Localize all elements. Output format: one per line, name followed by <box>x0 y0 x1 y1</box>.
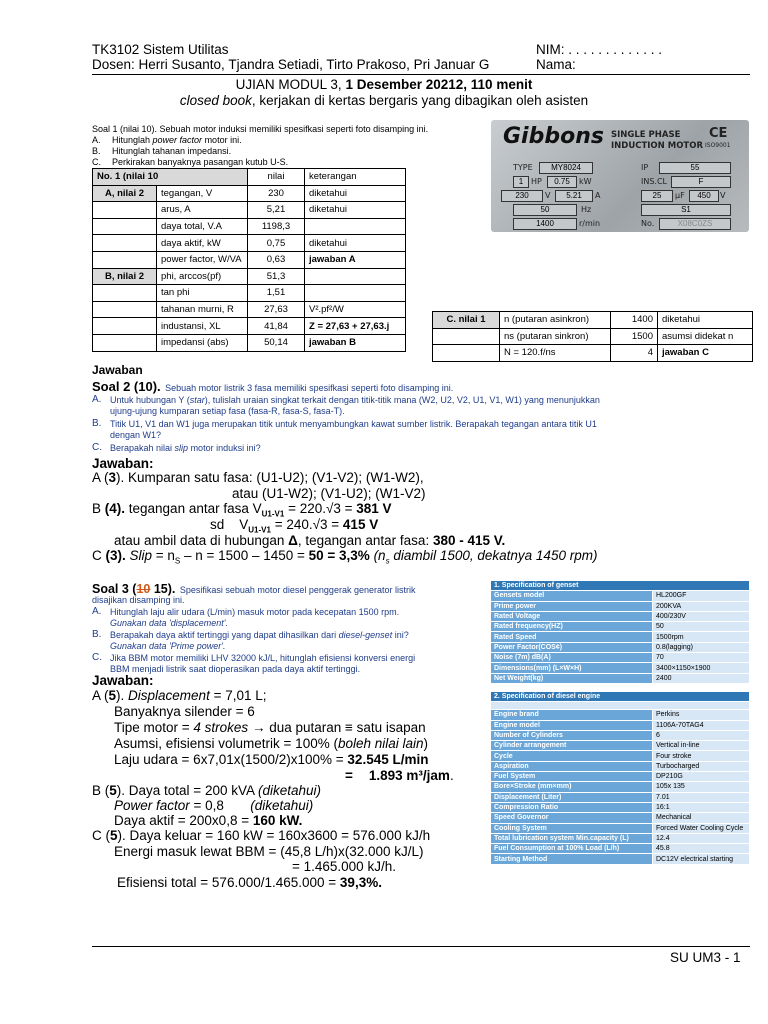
plate-label: r/min <box>579 219 601 228</box>
soal2-item-c: C. Berapakah nilai slip motor induksi ini? <box>92 442 261 453</box>
spec-label: Rated Voltage <box>491 611 653 621</box>
ce-mark: CE <box>709 126 728 141</box>
soal3-answer-c2: Energi masuk lewat BBM = (45,8 L/h)x(32.000 kJ/L) <box>114 844 424 859</box>
motor-nameplate-photo <box>491 120 749 232</box>
spec-value: HL200GF <box>653 591 750 601</box>
exam-instructions: closed book, kerjakan di kertas bergaris yang dibagikan oleh asisten <box>179 93 589 108</box>
spec-value: Vertical in-line <box>653 741 750 751</box>
brand-logo: Gibbons <box>503 124 604 149</box>
table-cell: 50,14 <box>248 334 305 351</box>
genset-spec-table <box>490 580 750 865</box>
spec-label: Rated Speed <box>491 632 653 642</box>
page-number: SU UM3 - 1 <box>670 950 741 965</box>
footer-rule <box>92 946 750 947</box>
plate-value: 55 <box>659 162 731 174</box>
table-cell <box>305 218 406 235</box>
spec-label: Total lubrication system Min.capacity (L) <box>491 833 653 843</box>
table-row <box>433 312 753 329</box>
table-cell: industansi, XL <box>157 318 248 335</box>
table-row <box>491 673 750 683</box>
soal1-table-c <box>432 311 753 362</box>
table-cell: 5,21 <box>248 202 305 219</box>
spec-label: Speed Governor <box>491 813 653 823</box>
spec-value: 1106A-70TAG4 <box>653 720 750 730</box>
spec-value: 400/230V <box>653 611 750 621</box>
table-row <box>93 301 406 318</box>
table-header: keterangan <box>305 169 406 186</box>
soal2-answer-b-delta: atau ambil data di hubungan Δ, tegangan antar fasa: 380 - 415 V. <box>114 533 506 548</box>
table-cell: tan phi <box>157 285 248 302</box>
table-row <box>491 720 750 730</box>
plate-line2: INDUCTION MOTOR <box>611 141 703 151</box>
spec-value: 45.8 <box>653 844 750 854</box>
table-cell: 0,75 <box>248 235 305 252</box>
table-row <box>491 854 750 864</box>
spec-label: Gensets model <box>491 591 653 601</box>
plate-label: IP <box>641 163 649 172</box>
spec-label: Rated frequency(HZ) <box>491 622 653 632</box>
nama-label: Nama: <box>536 57 576 72</box>
soal2-jawaban: Jawaban: <box>92 456 154 471</box>
spec-value: 1500rpm <box>653 632 750 642</box>
plate-value: 5.21 <box>555 190 593 202</box>
table-row <box>491 751 750 761</box>
table-row <box>93 318 406 335</box>
table-cell: tegangan, V <box>157 185 248 202</box>
soal2-heading: Soal 2 (10). Sebuah motor listrik 3 fasa memiliki spesifkasi seperti foto disamping ini. <box>92 379 454 394</box>
plate-label: kW <box>579 177 592 186</box>
table-row <box>491 782 750 792</box>
table-cell: daya total, V.A <box>157 218 248 235</box>
plate-label: V <box>545 191 551 200</box>
table-row <box>433 345 753 362</box>
plate-value: S1 <box>641 204 731 216</box>
table-cell <box>305 268 406 285</box>
soal2-item-b: B. Titik U1, V1 dan W1 juga merupakan titik untuk menyambungkan kawat sumber listrik. Berapakah tegangan antara titik U1 <box>92 418 597 429</box>
table-row <box>93 334 406 351</box>
table-cell: 1400 <box>611 312 658 329</box>
spec-value: Mechanical <box>653 813 750 823</box>
spec-label: Cycle <box>491 751 653 761</box>
course-title: TK3102 Sistem Utilitas <box>92 42 229 57</box>
soal3-item-b: B. Berapakah daya aktif tertinggi yang dapat dihasilkan dari diesel-genset ini? <box>92 629 409 640</box>
table-row <box>433 328 753 345</box>
plate-line1: SINGLE PHASE <box>611 130 681 140</box>
table-cell: n (putaran asinkron) <box>500 312 611 329</box>
iso-mark: ISO9001 <box>705 142 731 149</box>
soal3-answer-c3: = 1.465.000 kJ/h. <box>292 859 396 874</box>
table-cell: 51,3 <box>248 268 305 285</box>
table-row <box>491 642 750 652</box>
table-row <box>491 710 750 720</box>
lecturers: Dosen: Herri Susanto, Tjandra Setiadi, Tirto Prakoso, Pri Januar G <box>92 57 490 72</box>
table-header: nilai <box>248 169 305 186</box>
table-row <box>491 761 750 771</box>
table-row <box>491 581 750 591</box>
table-cell: 4 <box>611 345 658 362</box>
spec-value: 2400 <box>653 673 750 683</box>
plate-label: HP <box>531 177 542 186</box>
table-cell <box>305 285 406 302</box>
table-cell: power factor, W/VA <box>157 251 248 268</box>
spec-value: 0.8(lagging) <box>653 642 750 652</box>
table-row <box>491 622 750 632</box>
table-row <box>491 730 750 740</box>
spec-value: 200KVA <box>653 601 750 611</box>
soal3-answer-c4: Efisiensi total = 576.000/1.465.000 = 39,3%. <box>117 875 382 890</box>
group-label: B, nilai 2 <box>93 268 157 285</box>
table-row <box>93 251 406 268</box>
plate-label: A <box>595 191 601 200</box>
table-cell: 27,63 <box>248 301 305 318</box>
soal1-item-a: A. Hitunglah power factor motor ini. <box>92 135 242 145</box>
table-cell: arus, A <box>157 202 248 219</box>
table-row <box>93 285 406 302</box>
table-cell: daya aktif, kW <box>157 235 248 252</box>
plate-value: 1 <box>513 176 529 188</box>
spec-value: 70 <box>653 653 750 663</box>
spec-value: 16:1 <box>653 802 750 812</box>
spec-value: DP210G <box>653 772 750 782</box>
table-row <box>491 792 750 802</box>
table-row <box>491 702 750 710</box>
spec-value: 12.4 <box>653 833 750 843</box>
table-row <box>491 663 750 673</box>
table-row <box>491 601 750 611</box>
soal3-heading: Soal 3 (10 15). Spesifikasi sebuah motor diesel penggerak generator listrik <box>92 582 416 596</box>
nim-label: NIM: . . . . . . . . . . . . . <box>536 42 663 57</box>
table-row <box>93 235 406 252</box>
soal3-answer-b3: Daya aktif = 200x0,8 = 160 kW. <box>114 813 303 828</box>
soal2-answer-c: C (3). Slip = $n_S - n = 1500 - 1450 = 50 = 3,3\%$ ($n_s$ diambil 1500, dekatnya 1450 rpm) <box>92 548 598 566</box>
table-cell: 1500 <box>611 328 658 345</box>
table-cell: tahanan murni, R <box>157 301 248 318</box>
plate-label: μF <box>675 191 685 200</box>
plate-value: 230 <box>501 190 543 202</box>
exam-title: UJIAN MODUL 3, 1 Desember 20212, 110 menit <box>235 77 533 92</box>
soal3-jawaban: Jawaban: <box>92 673 154 688</box>
table-cell: 1,51 <box>248 285 305 302</box>
spec-label: Cooling System <box>491 823 653 833</box>
plate-value: 25 <box>641 190 673 202</box>
table-row <box>491 802 750 812</box>
spec-label: Prime power <box>491 601 653 611</box>
table-row <box>491 823 750 833</box>
table-row <box>491 813 750 823</box>
spec-label: Noise (7m) dB(A) <box>491 653 653 663</box>
soal3-item-c-cont: BBM menjadi listrik saat dioperasikan pada daya aktif tertinggi. <box>110 664 361 674</box>
plate-value: 1400 <box>513 218 577 230</box>
soal2-item-a-cont: ujung-ujung kumparan setiap fasa (fasa-R, fasa-S, fasa-T). <box>110 406 345 416</box>
soal3-answer-a2: Banyaknya silender = 6 <box>114 704 255 719</box>
table-header: No. 1 (nilai 10 <box>93 169 248 186</box>
plate-value: F <box>671 176 731 188</box>
soal3-item-a-hint: Gunakan data 'displacement'. <box>110 618 229 628</box>
section-header: 2. Specification of diesel engine <box>491 691 750 701</box>
spec-label: Displacement (Liter) <box>491 792 653 802</box>
plate-value: MY8024 <box>539 162 593 174</box>
spec-value: 50 <box>653 622 750 632</box>
soal3-answer-a3: Tipe motor = 4 strokes → dua putaran ≡ satu isapan <box>114 720 426 735</box>
plate-value: 450 <box>689 190 719 202</box>
plate-label: V <box>720 191 726 200</box>
plate-label: TYPE <box>513 163 533 172</box>
table-row <box>491 683 750 691</box>
soal2-item-a: A. Untuk hubungan Y (star), tulislah uraian singkat terkait dengan titik-titik mana (W2, U2, V2, U1, V1, W1) yang menunjukkan <box>92 394 600 405</box>
spec-label: Cylinder arrangement <box>491 741 653 751</box>
table-row <box>491 741 750 751</box>
spec-label: Engine model <box>491 720 653 730</box>
plate-value: X08C0ZS <box>659 218 731 230</box>
spec-value: 7.01 <box>653 792 750 802</box>
soal1-table <box>92 168 406 352</box>
spec-value: Four stroke <box>653 751 750 761</box>
table-cell: N = 120.f/ns <box>500 345 611 362</box>
spec-value: DC12V electrical starting <box>653 854 750 864</box>
table-cell: diketahui <box>305 235 406 252</box>
table-cell: diketahui <box>305 202 406 219</box>
soal3-answer-a4: Asumsi, efisiensi volumetrik = 100% (boleh nilai lain) <box>114 736 429 751</box>
spec-label: Starting Method <box>491 854 653 864</box>
plate-label: INS.CL <box>641 177 668 186</box>
soal1-jawaban: Jawaban <box>92 363 143 377</box>
spec-label: Net Weight(kg) <box>491 673 653 683</box>
table-row <box>491 653 750 663</box>
table-cell: jawaban C <box>658 345 753 362</box>
soal2-answer-b-range: sd $V_{U1-V1} = 240.√3 = 415$ V <box>210 517 379 535</box>
soal3-answer-b1: B (5). Daya total = 200 kVA (diketahui) <box>92 783 322 798</box>
spec-value: 105x 135 <box>653 782 750 792</box>
soal3-intro-cont: disajikan disamping ini. <box>92 595 185 605</box>
header-rule <box>92 74 750 75</box>
spec-value: 3400×1150×1900 <box>653 663 750 673</box>
plate-label: No. <box>641 219 655 228</box>
table-cell: jawaban B <box>305 334 406 351</box>
table-row <box>93 218 406 235</box>
spec-label: Aspiration <box>491 761 653 771</box>
spec-value: Turbocharged <box>653 761 750 771</box>
table-cell: diketahui <box>658 312 753 329</box>
table-row <box>491 691 750 701</box>
spec-label: Power Factor(COS¢) <box>491 642 653 652</box>
table-row <box>491 611 750 621</box>
table-row <box>491 844 750 854</box>
table-cell: V².pf²/W <box>305 301 406 318</box>
spec-label: Dimensions(mm) (L×W×H) <box>491 663 653 673</box>
table-cell: jawaban A <box>305 251 406 268</box>
table-cell: Z = 27,63 + 27,63.j <box>305 318 406 335</box>
table-cell: 0,63 <box>248 251 305 268</box>
table-row <box>93 185 406 202</box>
spec-label: Compression Ratio <box>491 802 653 812</box>
table-row <box>491 772 750 782</box>
soal2-answer-a: A (3). Kumparan satu fasa: (U1-U2); (V1-V2); (W1-W2), <box>92 470 424 485</box>
soal3-answer-a6: = 1.893 m³/jam. <box>345 768 454 783</box>
spec-label: Engine brand <box>491 710 653 720</box>
soal3-answer-a5: Laju udara = 6x7,01x(1500/2)x100% = 32.545 L/min <box>114 752 429 767</box>
soal3-item-b-hint: Gunakan data 'Prime power'. <box>110 641 226 651</box>
spec-label: Bore×Stroke (mm×mm) <box>491 782 653 792</box>
table-row <box>93 169 406 186</box>
group-label: A, nilai 2 <box>93 185 157 202</box>
plate-value: 0.75 <box>547 176 577 188</box>
spec-value: Perkins <box>653 710 750 720</box>
soal1-item-c: C. Perkirakan banyaknya pasangan kutub U-S. <box>92 157 289 167</box>
table-cell: 230 <box>248 185 305 202</box>
table-row <box>93 202 406 219</box>
table-row <box>491 591 750 601</box>
spec-value: Forced Water Cooling Cycle <box>653 823 750 833</box>
spec-label: Fuel System <box>491 772 653 782</box>
soal2-answer-b: B (4). tegangan antar fasa $V_{U1-V1} = 220.√3 = 381$ V <box>92 501 392 519</box>
group-label: C. nilai 1 <box>433 312 500 329</box>
soal3-answer-b2: Power factor = 0,8 (diketahui) <box>114 798 314 813</box>
soal2-item-b-cont: dengan W1? <box>110 430 162 440</box>
table-cell: diketahui <box>305 185 406 202</box>
spec-label: Fuel Consumption at 100% Load (L/h) <box>491 844 653 854</box>
table-cell: ns (putaran sinkron) <box>500 328 611 345</box>
section-header: 1. Specification of genset <box>491 581 750 591</box>
table-cell: 41,84 <box>248 318 305 335</box>
soal3-item-c: C. Jika BBM motor memiliki LHV 32000 kJ/L, hitunglah efisiensi konversi energi <box>92 652 416 663</box>
soal3-item-a: A. Hitunglah laju alir udara (L/min) masuk motor pada kecepatan 1500 rpm. <box>92 606 400 617</box>
plate-label: Hz <box>581 205 592 214</box>
table-cell: asumsi didekat n <box>658 328 753 345</box>
plate-value: 50 <box>513 204 577 216</box>
soal1-intro: Soal 1 (nilai 10). Sebuah motor induksi memiliki spesifkasi seperti foto disamping ini. <box>92 124 429 134</box>
table-row <box>491 632 750 642</box>
soal3-answer-a1: A (5). Displacement = 7,01 L; <box>92 688 267 703</box>
soal3-answer-c1: C (5). Daya keluar = 160 kW = 160x3600 = 576.000 kJ/h <box>92 828 431 843</box>
spec-value: 6 <box>653 730 750 740</box>
soal1-item-b: B. Hitunglah tahanan impedansi. <box>92 146 232 156</box>
spec-label: Number of Cylinders <box>491 730 653 740</box>
table-cell: phi, arccos(pf) <box>157 268 248 285</box>
table-cell: 1198,3 <box>248 218 305 235</box>
table-row <box>491 833 750 843</box>
table-cell: impedansi (abs) <box>157 334 248 351</box>
table-row <box>93 268 406 285</box>
soal2-answer-a-alt: atau (U1-W2); (V1-U2); (W1-V2) <box>232 486 426 501</box>
